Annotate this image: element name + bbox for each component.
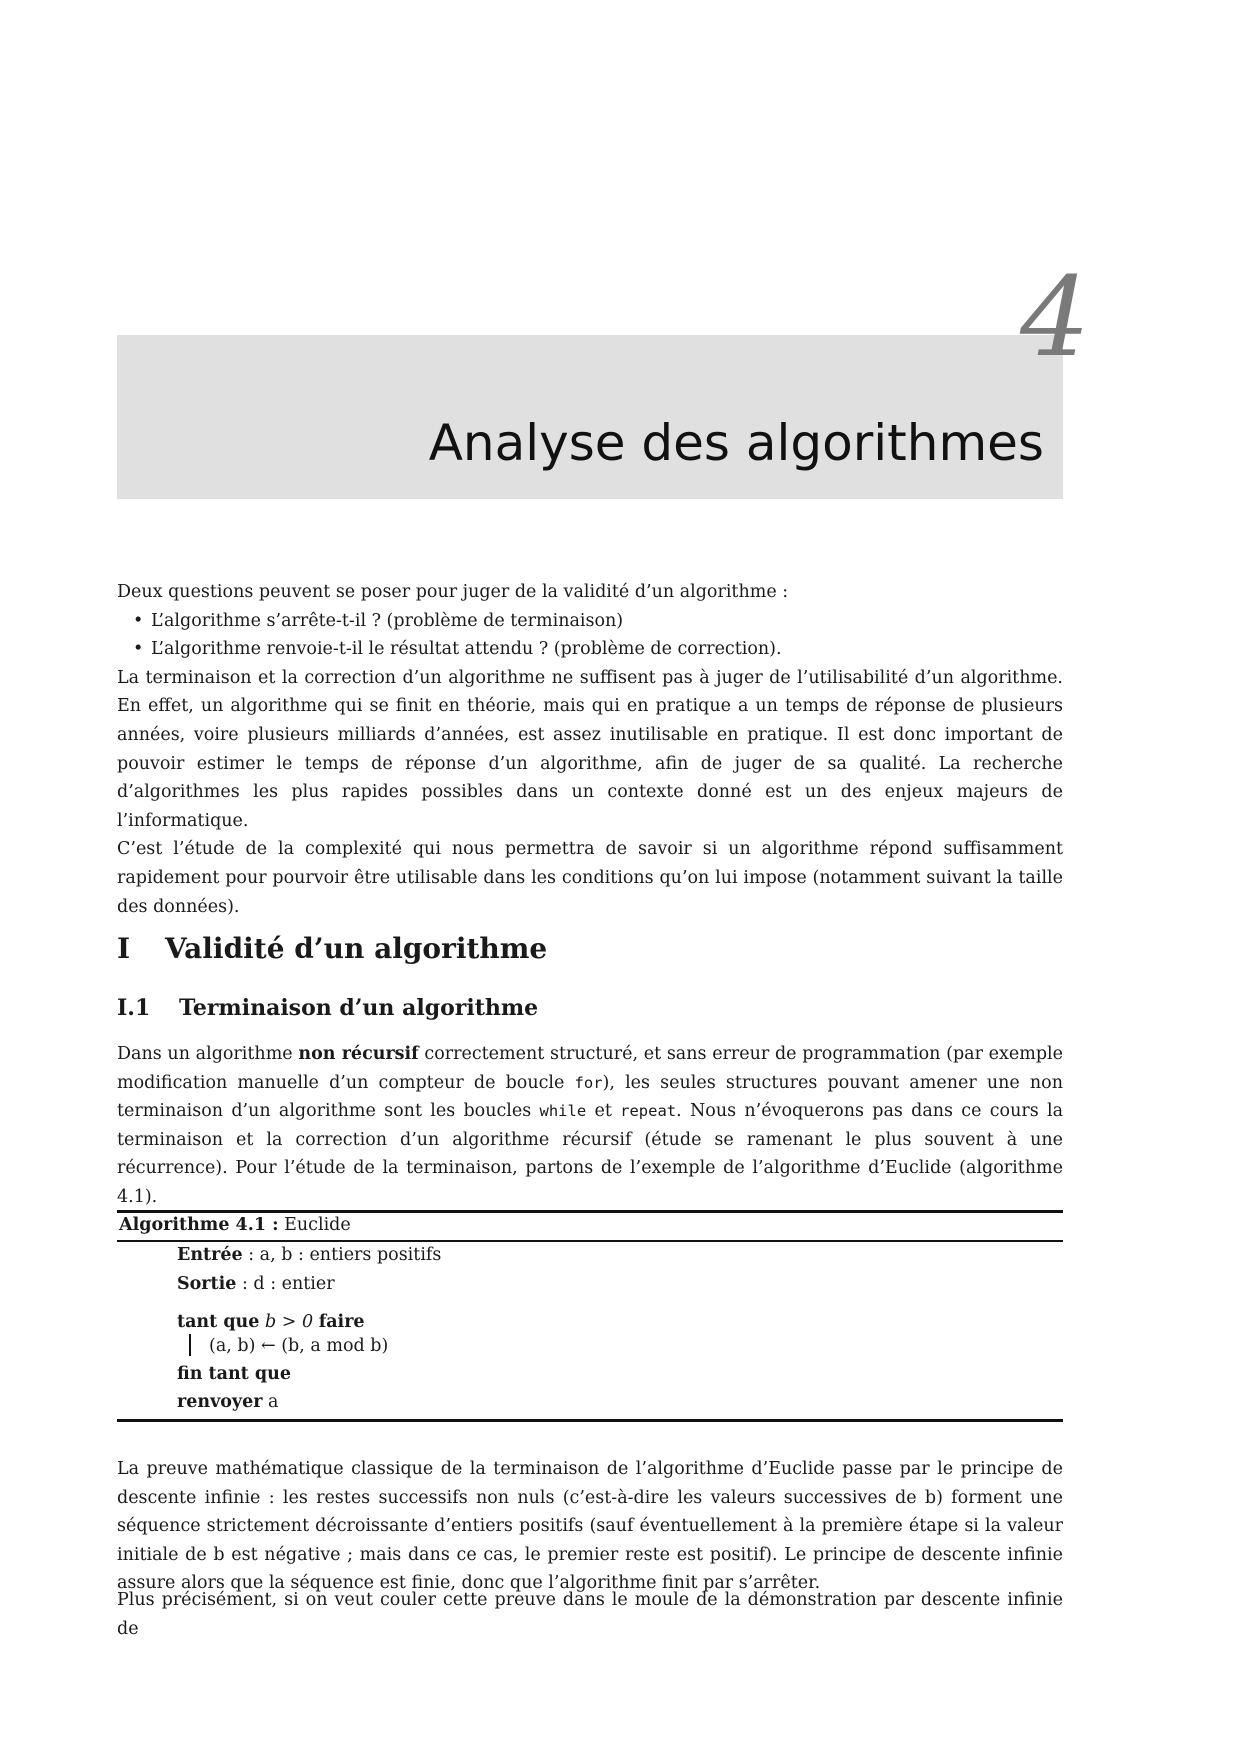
- algorithm-text: : d : entier: [236, 1274, 335, 1294]
- chapter-title: Analyse des algorithmes: [428, 414, 1044, 472]
- section-title: Validité d’un algorithme: [165, 932, 548, 965]
- algorithm-caption-name: Euclide: [278, 1215, 351, 1235]
- subsection-number: I.1: [117, 995, 151, 1021]
- algorithm-box: [117, 1210, 1063, 1422]
- algorithm-block-bar: [189, 1334, 191, 1356]
- algorithm-body-line: (a, b) ← (b, a mod b): [209, 1336, 389, 1356]
- algorithm-mid-rule: [117, 1240, 1063, 1242]
- intro-paragraph: C’est l’étude de la complexité qui nous permettra de savoir si un algorithme répond suffisamment rapidement pour pourvoir être utilisable dans les conditions qu’on lui impose (notamment suivant la taille des données).: [117, 839, 1063, 917]
- text-run: . Nous n’évoquerons pas dans ce cours la terminaison et la correction d’un algorithme récursif (étude se ramenant le plus souvent à une récurrence). Pour l’étude de la terminaison, partons de l’exemple de l’algorithme d’Euclide (algorithme 4.1).: [117, 1101, 1064, 1207]
- algorithm-caption: [119, 1217, 351, 1235]
- code-keyword: while: [539, 1102, 587, 1121]
- algorithm-return-line: [177, 1394, 278, 1412]
- algorithm-keyword: faire: [318, 1312, 365, 1332]
- algorithm-keyword: Entrée: [177, 1245, 243, 1265]
- list-item: • L’algorithme renvoie-t-il le résultat attendu ? (problème de correction).: [151, 635, 1063, 664]
- algorithm-top-rule: [117, 1210, 1063, 1213]
- proof-paragraph: Plus précisément, si on veut couler cette preuve dans le moule de la démonstration par descente infinie de: [117, 1590, 1063, 1639]
- algorithm-text: : a, b : entiers positifs: [242, 1245, 442, 1265]
- algorithm-condition: b > 0: [259, 1312, 319, 1332]
- section-heading: [117, 932, 548, 965]
- algorithm-keyword: Sortie: [177, 1274, 237, 1294]
- chapter-number: 4: [1020, 253, 1090, 381]
- algorithm-caption-label: Algorithme 4.1 :: [119, 1215, 279, 1235]
- algorithm-keyword: tant que: [177, 1312, 260, 1332]
- intro-lead: Deux questions peuvent se poser pour juger de la validité d’un algorithme :: [117, 582, 789, 602]
- intro-bullet-list: [117, 607, 1063, 664]
- subsection-title: Terminaison d’un algorithme: [179, 995, 539, 1021]
- intro-block: [117, 578, 1063, 921]
- text-run: et: [586, 1101, 621, 1122]
- algorithm-keyword: renvoyer: [177, 1392, 263, 1412]
- algorithm-input-line: [177, 1247, 441, 1265]
- termination-paragraph: [117, 1040, 1063, 1212]
- text-run: ), les seules structures pouvant amener une non terminaison d’un algorithme sont les boucles: [117, 1072, 1063, 1122]
- code-keyword: for: [574, 1073, 603, 1092]
- text-run: correctement structuré, et sans erreur de programmation (par exemple modification manuelle d’un compteur de boucle: [117, 1044, 1063, 1093]
- section-number: I: [117, 932, 131, 965]
- code-keyword: repeat: [620, 1102, 677, 1121]
- proof-paragraph: La preuve mathématique classique de la terminaison de l’algorithme d’Euclide passe par le principe de descente infinie : les restes successifs non nuls (c’est-à-dire les valeurs successives de b) forment une séquence strictement décroissante d’entiers positifs (sauf éventuellement à la première étape si la valeur initiale de b est négative ; mais dans ce cas, le premier reste est positif). Le principe de descente infinie assure alors que la séquence est finie, donc que l’algorithme finit par s’arrêter.: [117, 1459, 1063, 1594]
- algorithm-endwhile-line: [177, 1366, 291, 1384]
- algorithm-keyword: fin tant que: [177, 1364, 291, 1384]
- algorithm-output-line: [177, 1276, 335, 1294]
- algorithm-while-line: [177, 1314, 365, 1332]
- algorithm-bottom-rule: [117, 1419, 1063, 1422]
- list-item: • L’algorithme s’arrête-t-il ? (problème de terminaison): [151, 607, 1063, 636]
- subsection-heading: [117, 997, 538, 1019]
- emphasis-text: non récursif: [298, 1044, 419, 1064]
- algorithm-text: a: [262, 1392, 279, 1412]
- intro-paragraph: La terminaison et la correction d’un algorithme ne suffisent pas à juger de l’utilisabilité d’un algorithme. En effet, un algorithme qui se finit en théorie, mais qui en pratique a un temps de réponse de plusieurs années, voire plusieurs milliards d’années, est assez inutilisable en pratique. Il est donc important de pouvoir estimer le temps de réponse d’un algorithme, afin de juger de sa qualité. La recherche d’algorithmes les plus rapides possibles dans un contexte donné est un des enjeux majeurs de l’informatique.: [117, 667, 1063, 831]
- text-run: Dans un algorithme: [117, 1044, 299, 1064]
